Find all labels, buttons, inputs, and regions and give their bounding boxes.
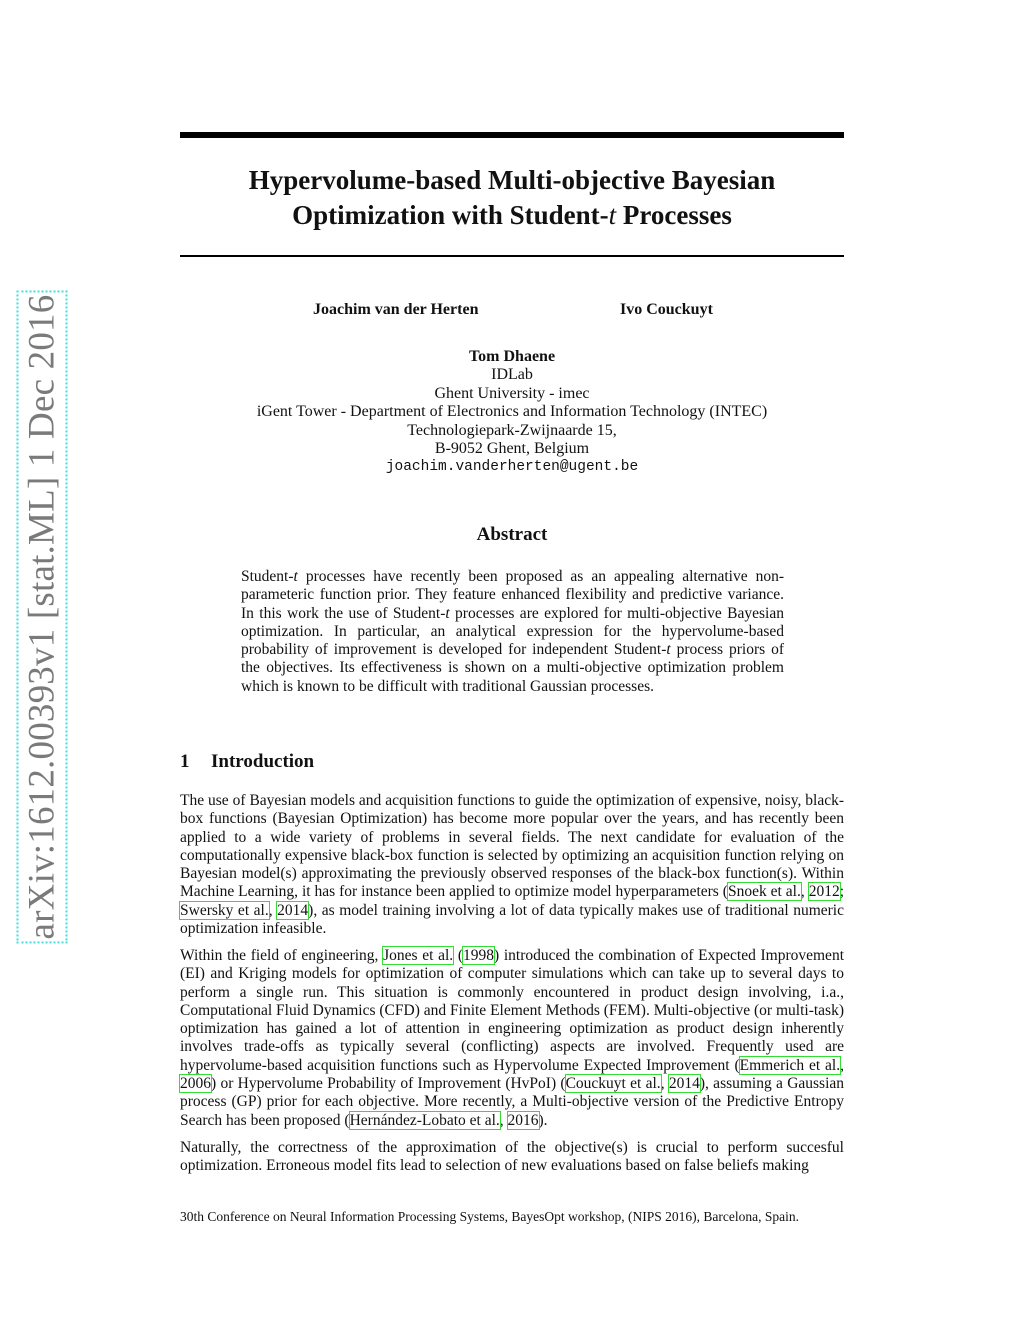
affil-lab: IDLab [491, 366, 533, 384]
citation-hernandez[interactable]: Hernández-Lobato et al. [349, 1111, 500, 1129]
citation-couckuyt[interactable]: Couckuyt et al. [565, 1075, 661, 1093]
p2-text-e: ). [538, 1111, 548, 1129]
title-top-rule [180, 132, 844, 138]
title-line-2-text: Optimization with Student- [292, 200, 609, 230]
intro-paragraph-3: Naturally, the correctness of the approximation of the objective(s) is crucial to perform succesful optimization. Erroneous model fits lead to selection of new evaluations based on false beliefs making [180, 1139, 844, 1175]
abstract-text-d: process priors of the objectives. Its effectiveness is shown on a multi-objective optimization problem which is known to be difficult with traditional Gaussian processes. [241, 641, 784, 695]
section-number: 1 [180, 751, 190, 772]
citation-snoek[interactable]: Snoek et al. [727, 883, 801, 901]
section-title: Introduction [211, 751, 315, 772]
title-line-2-tail: Processes [616, 200, 732, 230]
citation-swersky-year[interactable]: 2014 [277, 901, 309, 919]
author-right: Ivo Couckuyt [620, 301, 713, 318]
p1-text-a: The use of Bayesian models and acquisition functions to guide the optimization of expensive, noisy, black-box functions (Bayesian Optimization) has become more popular over the years, and has recently been applied to a wide variety of problems in several fields. The next candidate for evaluation of the computationally expensive black-box function is selected by optimizing an acquisition function relying on Bayesian model(s) approximating the previously observed responses of the black-box function(s). Within Machine Learning, it has for instance been applied to optimize model hyperparameters ( [180, 792, 844, 901]
author-third: Tom Dhaene [468, 348, 556, 365]
paper-title [180, 163, 844, 233]
abstract-t-3: t [666, 641, 671, 659]
author-email[interactable]: joachim.vanderherten@ugent.be [385, 459, 639, 476]
title-t-symbol: t [608, 200, 617, 230]
intro-paragraph-1 [180, 792, 844, 938]
title-bottom-rule [180, 255, 844, 257]
affil-university: Ghent University - imec [434, 384, 590, 402]
section-heading [180, 751, 314, 773]
abstract-text-a: Student- [241, 568, 294, 585]
p2-sep-2: , [840, 1056, 844, 1074]
abstract-heading: Abstract [476, 524, 548, 545]
citation-swersky[interactable]: Swersky et al. [180, 901, 269, 919]
citation-couckuyt-year[interactable]: 2014 [668, 1075, 700, 1093]
citation-emmerich-year[interactable]: 2006 [180, 1075, 211, 1093]
intro-paragraph-2 [180, 947, 844, 1130]
p1-sep-3: , [268, 901, 278, 919]
citation-jones[interactable]: Jones et al. [383, 947, 454, 964]
abstract-t-2: t [445, 604, 450, 622]
affiliation-block [180, 348, 844, 477]
p2-text-c: ) or Hypervolume Probability of Improvement (HvPoI) ( [211, 1075, 566, 1093]
author-left: Joachim van der Herten [313, 301, 479, 318]
citation-snoek-year[interactable]: 2012 [808, 883, 840, 901]
p2-sep-4: , [499, 1111, 508, 1129]
abstract-t-1: t [293, 568, 298, 585]
citation-jones-year[interactable]: 1998 [463, 947, 494, 964]
citation-hernandez-year[interactable]: 2016 [507, 1111, 539, 1129]
affil-city: B-9052 Ghent, Belgium [434, 440, 590, 458]
p1-sep-1: , [800, 883, 809, 901]
title-line-2 [180, 198, 844, 233]
arxiv-stamp: arXiv:1612.00393v1 [stat.ML] 1 Dec 2016 [21, 294, 63, 940]
p2-sep-3: , [660, 1075, 669, 1093]
abstract-text-b: processes have recently been proposed as an appealing alternative non-parameteric function prior. They feature enhanced flexibility and predictive variance. In this work the use of Student- [241, 568, 784, 622]
citation-emmerich[interactable]: Emmerich et al. [739, 1056, 841, 1074]
p2-sep-1: ( [453, 947, 463, 964]
abstract-text-c: processes are explored for multi-objective Bayesian optimization. In particular, an analytical expression for the hypervolume-based probability of improvement is developed for independent Student- [241, 604, 784, 659]
abstract-body [241, 568, 784, 696]
p1-text-b: ), as model training involving a lot of data typically makes use of traditional numeric optimization infeasible. [180, 901, 844, 938]
p2-text-d: ), assuming a Gaussian process (GP) prior for each objective. More recently, a Multi-objective version of the Predictive Entropy Search has been proposed ( [180, 1075, 845, 1129]
conference-footnote: 30th Conference on Neural Information Processing Systems, BayesOpt workshop, (NIPS 2016), Barcelona, Spain. [180, 1209, 800, 1224]
p2-text-a: Within the field of engineering, [180, 947, 384, 964]
title-line-1: Hypervolume-based Multi-objective Bayesian [248, 165, 776, 195]
affil-street: Technologiepark-Zwijnaarde 15, [407, 421, 617, 439]
p1-sep-2: ; [839, 883, 844, 901]
affil-department: iGent Tower - Department of Electronics and Information Technology (INTEC) [256, 403, 768, 421]
p2-text-b: ) introduced the combination of Expected Improvement (EI) and Kriging models for optimization of computer simulations which can take up to several days to perform a single run. This situation is commonly encountered in product design involving, i.a., Computational Fluid Dynamics (CFD) and Finite Element Methods (FEM). Multi-objective (or multi-task) optimization has gained a lot of attention in engineering optimization as product design inherently involves trade-offs as typically several (conflicting) aspects are involved. Frequently used are hypervolume-based acquisition functions such as Hypervolume Expected Improvement ( [180, 947, 844, 1074]
